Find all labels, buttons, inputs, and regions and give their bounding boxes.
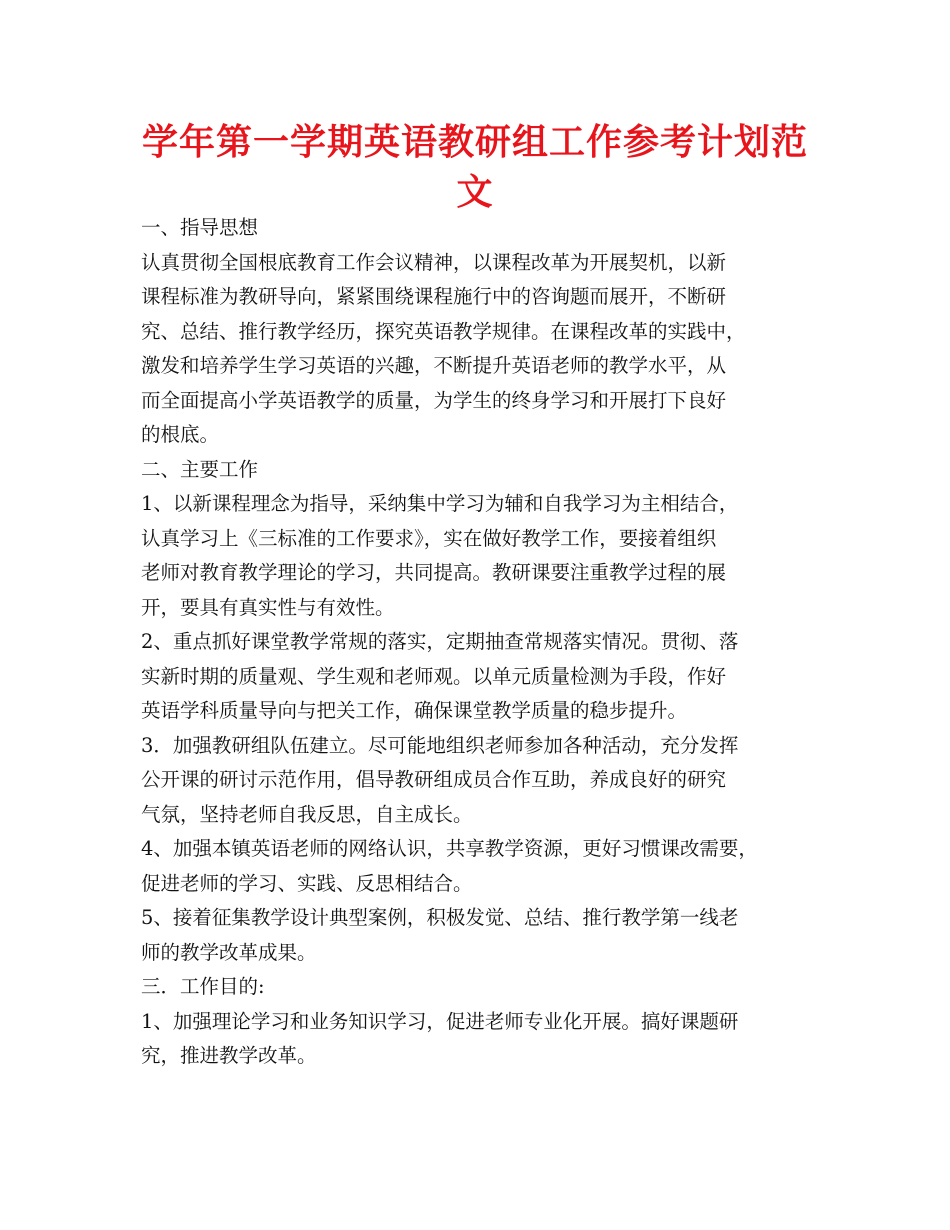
heading-main-work: 二、主要工作 bbox=[141, 457, 259, 481]
list-item-line: 公开课的研讨示范作用，倡导教研组成员合作互助，养成良好的研究 bbox=[141, 768, 727, 791]
heading-work-goals: 三．工作目的: bbox=[141, 975, 265, 998]
list-item-line: 5、接着征集教学设计典型案例，积极发觉、总结、推行教学第一线老 bbox=[141, 906, 739, 929]
heading-guiding-ideology: 一、指导思想 bbox=[141, 216, 259, 239]
list-item-line: 气氛，坚持老师自我反思，自主成长。 bbox=[141, 802, 473, 826]
list-item-line: 究，推进教学改革。 bbox=[141, 1044, 317, 1067]
list-item-line: 2、重点抓好课堂教学常规的落实，定期抽查常规落实情况。贯彻、落 bbox=[141, 630, 739, 653]
document-title: 学年第一学期英语教研组工作参考计划范文 bbox=[141, 122, 808, 213]
list-item-line: 英语学科质量导向与把关工作，确保课堂教学质量的稳步提升。 bbox=[141, 699, 688, 722]
list-item-line: 老师对教育教学理论的学习，共同提高。教研课要注重教学过程的展 bbox=[141, 561, 727, 584]
list-item-line: 开，要具有真实性与有效性。 bbox=[141, 595, 395, 619]
list-item-line: 4、加强本镇英语老师的网络认识，共享教学资源，更好习惯课改需要， bbox=[141, 837, 758, 860]
list-item-line: 3．加强教研组队伍建立。尽可能地组织老师参加各种活动，充分发挥 bbox=[141, 733, 739, 757]
list-item-line: 1、加强理论学习和业务知识学习，促进老师专业化开展。搞好课题研 bbox=[141, 1009, 739, 1033]
list-item-line: 师的教学改革成果。 bbox=[141, 940, 317, 964]
paragraph-line: 而全面提高小学英语教学的质量，为学生的终身学习和开展打下良好 bbox=[141, 388, 727, 412]
list-item-line: 促进老师的学习、实践、反思相结合。 bbox=[141, 871, 473, 895]
paragraph-line: 的根底。 bbox=[141, 423, 220, 446]
paragraph-line: 激发和培养学生学习英语的兴趣，不断提升英语老师的教学水平，从 bbox=[141, 354, 727, 377]
paragraph-line: 认真贯彻全国根底教育工作会议精神，以课程改革为开展契机，以新 bbox=[141, 250, 727, 274]
list-item-line: 认真学习上《三标准的工作要求》，实在做好教学工作，要接着组织 bbox=[141, 526, 717, 550]
list-item-line: 实新时期的质量观、学生观和老师观。以单元质量检测为手段，作好 bbox=[141, 664, 727, 688]
paragraph-line: 究、总结、推行教学经历，探究英语教学规律。在课程改革的实践中， bbox=[141, 319, 746, 343]
list-item-line: 1、以新课程理念为指导，采纳集中学习为辅和自我学习为主相结合， bbox=[141, 492, 739, 515]
paragraph-line: 课程标准为教研导向，紧紧围绕课程施行中的咨询题而展开，不断研 bbox=[141, 285, 727, 308]
document-body bbox=[141, 211, 821, 1074]
